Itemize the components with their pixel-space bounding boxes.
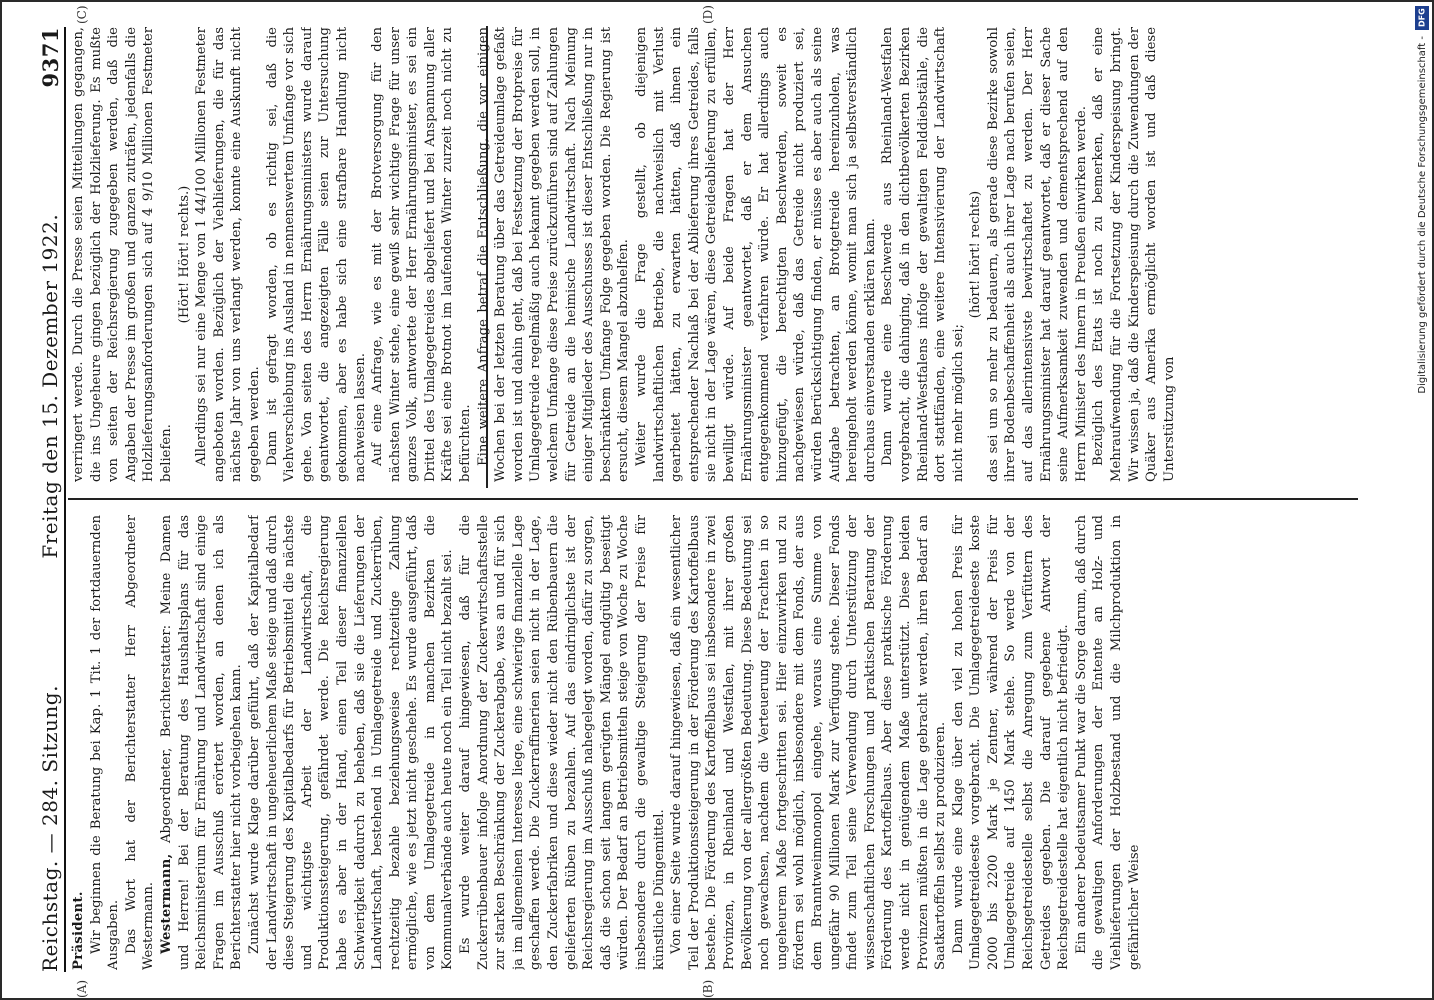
paragraph: verringert werde. Durch die Presse seien Mitteilungen gegangen, die ins Ungeheure gingen bezüglich der Holzlieferung. Es mußte von seiten der Reichsregierung zugegeben werden, daß die Angaben der Presse im großen und ganzen zuträfen, jedenfalls die Holzlieferungsanforderungen sich auf 4 9/10 Millionen Festmeter beliefen. [71,27,174,482]
margin-marker-b: (B) [701,979,715,998]
dfg-logo: DFG [1415,6,1429,30]
paragraph: Allerdings sei nur eine Menge von 1 44/100 Millionen Festmeter angeboten worden. Bezüglich der Viehlieferungen, die für das nächste Jahr von uns verlangt werden, konnte eine Auskunft nicht gegeben werden. [194,27,262,482]
speaker-paragraph [158,515,246,970]
paragraph: Dann ist gefragt worden, ob es richtig sei, daß die Viehverschiebung ins Ausland in nennenswertem Umfange vor sich gehe. Von seiten des Herrn Ernährungsministers wurde darauf geantwortet, die angezeigten Fälle seien zur Untersuchung gekommen, aber es habe sich eine strafbare Handlung nicht nachweisen lassen. [264,27,368,482]
interjection: (hört! hört! rechts) [968,190,984,319]
margin-marker-a: (A) [75,979,89,998]
paragraph: Dann wurde eine Beschwerde aus Rheinland-Westfalen vorgebracht, die dahinging, daß in den dichtbevölkerten Bezirken Rheinland-Westfalens infolge der gewaltigen Felddiebstähle, die dort stattfänden, eine weitere Intensivierung der Landwirtschaft nicht mehr möglich sei; [880,27,966,482]
speaker-label: Präsident. [71,891,86,970]
paragraph: Weiter wurde die Frage gestellt, ob diejenigen landwirtschaftlichen Betriebe, die nachweislich mit Verlust gearbeitet hätten, zu erwarten hätten, daß ihnen ein entsprechender Nachlaß bei der Ablieferung ihres Getreides, falls sie nicht in der Lage wären, diese Getreideablieferung zu erfüllen, bewilligt würde. Auf beide Fragen hat der Herr Ernährungsminister geantwortet, daß er dem Ansuchen entgegenkommend verfahren würde. Er hat allerdings auch hinzugefügt, die berechtigten Beschwerden, soweit es nachgewiesen würde, daß das Getreide nicht produziert sei, würden Berücksichtigung finden, er müsse es aber auch als seine Aufgabe betrachten, an Brotgetreide hereinzuholen, was hereingeholt werden könne, womit man sich ja selbstverständlich durchaus einverstanden erklären kann. [634,27,878,482]
paragraph: Das Wort hat der Berichterstatter Herr Abgeordneter Westermann. [123,515,157,970]
header-date: Freitag den 15. Dezember 1922. [38,213,63,559]
right-column [70,27,1360,482]
interjection: (Hört! Hört! rechts.) [176,185,192,324]
margin-marker-d: (D) [701,5,715,24]
paragraph: Es wurde weiter darauf hingewiesen, daß für die Zuckerrübenbauer infolge Anordnung der Zuckerwirtschaftsstelle zur starken Beschränkung der Zuckerabgabe, was an und für sich ja im allgemeinen Interesse liege, eine schwierige finanzielle Lage geschaffen werde. Die Zuckerraffinerien seien nicht in der Lage, den Zuckerfabriken und diese wieder nicht den Rübenbauern die gelieferten Rüben zu bezahlen. Auf das eindringlichste ist der Reichsregierung im Ausschuß nahegelegt worden, dafür zu sorgen, daß die schon seit langem gerügten Mängel endgültig beseitigt würden. Der Bedarf an Betriebsmitteln steige von Woche zu Woche insbesondere durch die gewaltige Steigerung der Preise für künstliche Düngemittel. [458,515,667,970]
column-divider [68,498,1358,500]
stamp-text: Digitalisierung gefördert durch die Deutsche Forschungsgemeinschaft - [1416,36,1428,394]
margin-marker-c: (C) [75,5,89,24]
paragraph: Von einer Seite wurde darauf hingewiesen, daß ein wesentlicher Teil der Produktionssteigerung in der Förderung des Kartoffelbaus bestehe. Die Förderung des Kartoffelbaus sei insbesondere in zwei Provinzen, in Rheinland und Westfalen, mit ihrer großen Bevölkerung von der allergrößten Bedeutung. Diese Bedeutung sei noch gewachsen, nachdem die Verteuerung der Frachten in so ungeheurem Maße fortgeschritten sei. Hier einzuwirken und zu fördern sei wohl möglich, insbesondere mit dem Fonds, der aus dem Branntweinmonopol eingehe, woraus eine Summe von ungefähr 90 Millionen Mark zur Verfügung stehe. Dieser Fonds findet zum Teil seine Verwendung durch Unterstützung der wissenschaftlichen Forschungen und praktischen Beratung der Förderung des Kartoffelbaus. Aber diese praktische Förderung werde nicht in genügendem Maße unterstützt. Diese beiden Provinzen müßten in die Lage gebracht werden, ihren Bedarf an Saatkartoffeln selbst zu produzieren. [669,515,949,970]
paragraph: Wir beginnen die Beratung bei Kap. 1 Tit. 1 der fortdauernden Ausgaben. [88,515,122,970]
paragraph: Ein anderer bedeutsamer Punkt war die Sorge darum, daß durch die gewaltigen Anforderungen der Entente an Holz- und Viehlieferungen der Holzbestand und die Milchproduktion in gefährlicher Weise [1073,515,1142,970]
left-column [70,515,1360,970]
page-number: 9371 [38,27,64,88]
digitization-stamp [1412,6,1432,996]
paragraph: Auf eine Anfrage, wie es mit der Brotversorgung für den nächsten Winter stehe, eine gewiß sehr wichtige Frage für unser ganzes Volk, antwortete der Herr Ernährungsminister, es sei ein Drittel des Umlagegetreides abgeliefert und bei Anspannung aller Kräfte sei eine Brotnot im laufenden Winter zurzeit noch nicht zu befürchten. [370,27,474,482]
paragraph: das sei um so mehr zu bedauern, als gerade diese Bezirke sowohl ihrer Bodenbeschaffenheit als auch ihrer Lage nach berufen seien, auf das allerintensivste bewirtschaftet zu werden. Der Herr Ernährungsminister hat darauf geantwortet, daß er dieser Sache seine Aufmerksamkeit zuwenden und dementsprechend auf den Herrn Minister des Innern in Preußen einwirken werde. [985,27,1089,482]
page-header [26,27,66,972]
paragraph: Eine weitere Anfrage betraf die Entschließung, die vor einigen Wochen bei der letzten Beratung über das Getreideumlage gefaßt worden ist und dahin geht, daß bei Festsetzung der Brotpreise für Umlagegetreide regelmäßig auch bekannt gegeben werden soll, in welchem Umfange diese Preise zurückzuführen sind auf Zahlungen für Getreide an die heimische Landwirtschaft. Nach Meinung einiger Mitglieder des Ausschusses ist dieser Entschließung nur in beschränktem Umfange Folge gegeben worden. Die Regierung ist ersucht, diesem Mangel abzuhelfen. [475,27,632,482]
paragraph-text: Abgeordneter, Berichterstatter: Meine Damen und Herren! Bei der Beratung des Haushaltsplans für das Reichsministerium für Ernährung und Landwirtschaft sind einige Fragen im Ausschuß erörtert worden, an denen ich als Berichterstatter hier nicht vorbeigehen kann. [158,515,245,970]
paragraph: Bezüglich des Etats ist noch zu bemerken, daß er eine Mehraufwendung für die Fortsetzung der Kinderspeisung bringt. Wir wissen ja, daß die Kinderspeisung durch die Zuwendungen der Quäker aus Amerika ermöglicht worden ist und daß diese Unterstützung von [1091,27,1177,482]
paragraph: Dann wurde eine Klage über den viel zu hohen Preis für Umlagegetreideeste vorgebracht. Die Umlagegetreideeste koste 2000 bis 2200 Mark je Zentner, während der Preis für Umlagegetreide auf 1450 Mark stehe. So werde von der Reichsgetreidestelle selbst die Anregung zum Verfüttern des Getreides gegeben. Die darauf gegebene Antwort der Reichsgetreidestelle hat eigentlich nicht befriedigt. [950,515,1072,970]
paragraph: Zunächst wurde Klage darüber geführt, daß der Kapitalbedarf der Landwirtschaft in ungeheuerlichem Maße steige und daß durch diese Steigerung des Kapitalbedarfs für Betriebsmittel die nächste und wichtigste Arbeit der Landwirtschaft, die Produktionssteigerung, gefährdet werde. Die Reichsregierung habe es aber in der Hand, einen Teil dieser finanziellen Schwierigkeit dadurch zu beheben, daß sie die Lieferungen der Landwirtschaft, bestehend in Umlagegetreide und Zuckerrüben, rechtzeitig bezahle beziehungsweise rechtzeitige Zahlung ermögliche, wie es jetzt nicht geschehe. Es wurde ausgeführt, daß von dem Umlagegetreide in manchen Bezirken die Kommunalverbände auch heute noch ein Teil nicht bezahlt sei. [246,515,456,970]
speaker-name: Westermann, [158,853,174,954]
header-left: Reichstag. — 284. Sitzung. [38,685,63,972]
